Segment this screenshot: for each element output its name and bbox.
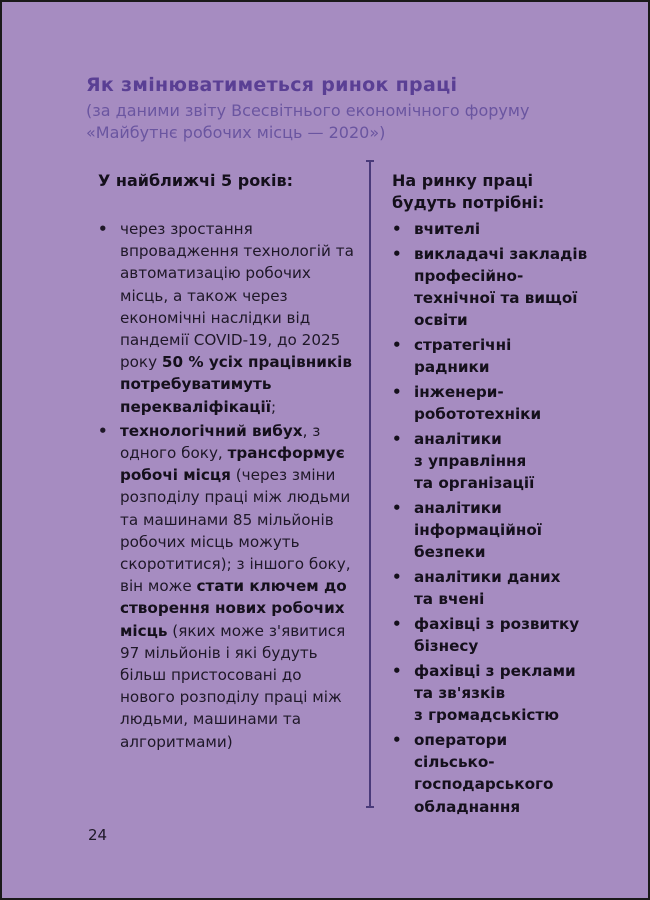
list-item (392, 613, 612, 657)
bullet-icon: • (392, 568, 402, 587)
item-line: безпеки (414, 543, 486, 562)
list-item (98, 420, 358, 753)
item-line: сільсько- (414, 753, 495, 772)
item-line: з управління (414, 452, 527, 471)
bullet-icon: • (98, 220, 108, 238)
list-item (392, 428, 612, 495)
item-text-bold: технологічний вибух (120, 421, 303, 440)
item-text: ; (270, 397, 277, 416)
page-subtitle (86, 100, 566, 144)
left-column (98, 170, 358, 755)
item-text: , з одного боку, (120, 421, 321, 463)
item-line: фахівці з розвитку (414, 614, 580, 633)
bullet-icon: • (392, 429, 402, 448)
item-line: фахівці з реклами (414, 661, 576, 680)
page-number: 24 (88, 826, 108, 844)
bullet-icon: • (98, 421, 108, 440)
list-item (392, 566, 612, 610)
item-line: технічної та вищої (414, 289, 578, 308)
item-text-bold: трансформує робочі місця (120, 444, 345, 485)
item-line: інформаційної (414, 521, 542, 540)
item-line: та зв'язків (414, 684, 506, 703)
item-text-bold: стати ключем до створення нових робочих місць (120, 577, 347, 640)
list-item (98, 218, 358, 418)
item-line: господарського (414, 775, 554, 794)
item-line: викладачі закладів (414, 244, 588, 263)
column-divider (369, 160, 371, 808)
item-line: освіти (414, 311, 468, 330)
bullet-icon: • (392, 730, 402, 749)
item-line: радники (414, 358, 490, 377)
item-text: через зростання впровадження технологій та автоматизацію робочих місць, а також через економічні наслідки від пандемії COVID-19, до 2025 року (120, 220, 354, 372)
bullet-icon: • (392, 336, 402, 355)
item-line: обладнання (414, 797, 521, 816)
item-text-bold: 50 % усіх працівників потребуватимуть перекваліфікації (120, 353, 352, 416)
right-column-heading (392, 170, 612, 214)
bullet-icon: • (392, 244, 402, 263)
left-bullet-list (98, 218, 358, 753)
left-column-heading: У найближчі 5 років: (98, 171, 294, 190)
item-text: (через зміни розподілу праці між людьми та машинами 85 мільйонів робочих місць можуть скоротитися); з іншого боку, він може (120, 466, 351, 596)
bullet-icon: • (392, 498, 402, 517)
item-line: аналітики (414, 429, 502, 448)
bullet-icon: • (392, 220, 402, 238)
item-line: аналітики (414, 498, 502, 517)
item-line: робототехніки (414, 405, 542, 424)
bullet-icon: • (392, 661, 402, 680)
bullet-icon: • (392, 382, 402, 401)
item-text: (яких може з'явитися 97 мільйонів і які будуть більш пристосовані до нового розподілу праці між людьми, машинами та алгоритмами) (120, 621, 346, 751)
item-line: оператори (414, 730, 508, 749)
list-item (392, 381, 612, 425)
document-page (2, 2, 648, 898)
list-item (392, 660, 612, 727)
list-item (392, 497, 612, 564)
right-bullet-list (392, 218, 612, 818)
item-line: з громадськістю (414, 706, 559, 725)
item-line: вчителі (414, 220, 481, 238)
item-line: та вчені (414, 590, 485, 609)
item-line: бізнесу (414, 637, 479, 656)
subtitle-line: «Майбутнє робочих місць — 2020») (86, 123, 386, 142)
item-line: інженери- (414, 382, 504, 401)
heading-line: На ринку праці (392, 171, 533, 190)
page-title: Як змінюватиметься ринок праці (86, 74, 458, 96)
list-item (392, 729, 612, 818)
item-line: аналітики даних (414, 568, 561, 587)
item-line: та організації (414, 474, 535, 493)
list-item (392, 243, 612, 332)
item-line: професійно- (414, 266, 524, 285)
subtitle-line: (за даними звіту Всесвітнього економічного форуму (86, 101, 530, 120)
list-item (392, 218, 612, 240)
heading-line: будуть потрібні: (392, 193, 545, 212)
list-item (392, 334, 612, 378)
bullet-icon: • (392, 614, 402, 633)
right-column (392, 170, 612, 820)
item-line: стратегічні (414, 336, 512, 355)
